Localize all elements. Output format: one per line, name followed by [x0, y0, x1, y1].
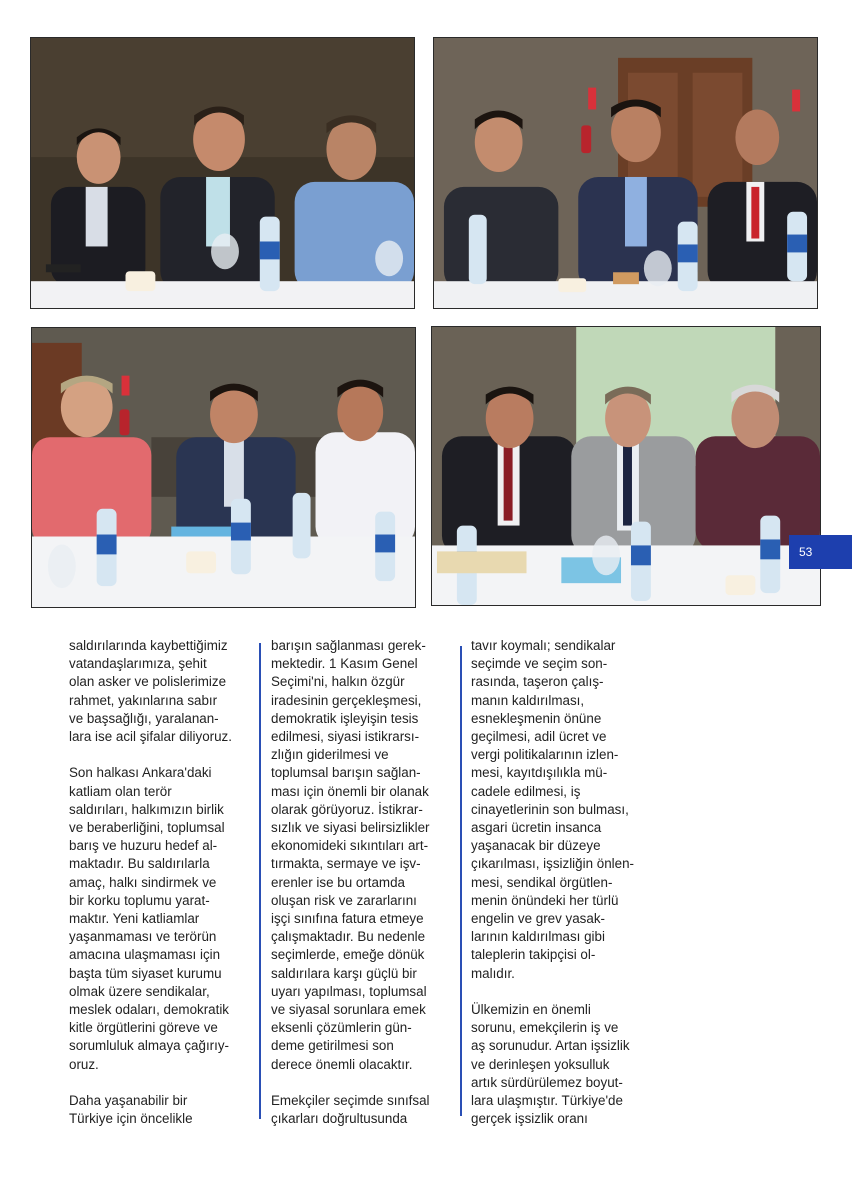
text-line: derece önemli olacaktır.	[271, 1056, 413, 1072]
text-line: katliam olan terör	[69, 783, 172, 799]
text-line: seçimde ve seçim son-	[471, 656, 608, 672]
text-line: asgari ücretin insanca	[471, 820, 602, 836]
text-line: Son halkası Ankara'daki	[69, 765, 212, 781]
text-line: ve siyasal sorunlara emek	[271, 1002, 426, 1018]
text-line: artık sürdürülemez boyut-	[471, 1074, 623, 1090]
text-line: barışın sağlanması gerek-	[271, 638, 426, 653]
text-line: Ülkemizin en önemli	[471, 1002, 591, 1018]
text-line: meslek odaları, demokratik	[69, 1002, 230, 1018]
text-line: olmak üzere sendikalar,	[69, 983, 210, 999]
text-line: kitle örgütlerini göreve ve	[69, 1020, 218, 1036]
text-line: saldırıları, halkımızın birlik	[69, 801, 224, 817]
text-line: ve beraberliğini, toplumsal	[69, 820, 225, 836]
text-line: larının kaldırılması gibi	[471, 929, 605, 945]
text-line: tavır koymalı; sendikalar	[471, 638, 616, 653]
text-line: ve başsağlığı, yaralanan-	[69, 710, 219, 726]
text-line: amaç, halkı sindirmek ve	[69, 874, 217, 890]
text-line: saldırılara karşı güçlü bir	[271, 965, 417, 981]
text-line: işçi sınıfına fatura etmeye	[271, 911, 424, 927]
text-line: lara ulaşmıştır. Türkiye'de	[471, 1093, 623, 1109]
text-line: uyarı yapılması, toplumsal	[271, 983, 427, 999]
text-line: vatandaşlarımıza, şehit	[69, 656, 207, 672]
text-line: iradesinin gerçekleşmesi,	[271, 692, 422, 708]
text-line: saldırılarında kaybettiğimiz	[69, 638, 228, 653]
text-line: rasında, taşeron çalış-	[471, 674, 604, 690]
text-line: Emekçiler seçimde sınıfsal	[271, 1093, 430, 1109]
text-line: sızlık ve siyasi belirsizlikler	[271, 820, 430, 836]
text-line: gerçek işsizlik oranı	[471, 1111, 588, 1127]
text-line: Seçimi'ni, halkın özgür	[271, 674, 405, 690]
text-line: mesi, kayıtdışılıkla mü-	[471, 765, 608, 781]
text-line: maktadır. Bu saldırılarla	[69, 856, 210, 872]
text-line: yaşanmaması ve terörün	[69, 929, 217, 945]
text-line: ması için önemli bir olanak	[271, 783, 429, 799]
paragraph	[69, 764, 259, 1073]
text-line: oruz.	[69, 1056, 99, 1072]
text-line: demokratik işleyişin tesis	[271, 710, 419, 726]
text-line: cadele edilmesi, iş	[471, 783, 581, 799]
photo-bottom-left	[31, 327, 416, 608]
text-line: vergi politikalarının izlen-	[471, 747, 619, 763]
text-line: mesi, sendikal örgütlen-	[471, 874, 613, 890]
text-column-2	[271, 637, 461, 1147]
text-line: toplumsal barışın sağlan-	[271, 765, 421, 781]
column-divider-1	[259, 643, 261, 1119]
text-line: rahmet, yakınlarına sabır	[69, 692, 218, 708]
text-line: tırmakta, sermaye ve işv-	[271, 856, 421, 872]
text-line: oluşan risk ve zararlarını	[271, 892, 417, 908]
text-column-1	[69, 637, 259, 1147]
text-line: edilmesi, siyasi istikrarsı-	[271, 729, 420, 745]
text-line: manın kaldırılması,	[471, 692, 585, 708]
text-line: taleplerin takipçisi ol-	[471, 947, 596, 963]
text-line: sorumluluk almaya çağırıy-	[69, 1038, 229, 1054]
paragraph	[69, 1092, 259, 1128]
paragraph	[471, 637, 661, 983]
paragraph	[69, 637, 259, 746]
text-line: seçimlerde, emeğe dönük	[271, 947, 425, 963]
text-column-3	[471, 637, 661, 1147]
text-line: erenler ise bu ortamda	[271, 874, 405, 890]
text-line: bir korku toplumu yarat-	[69, 892, 210, 908]
photo-bottom-right	[431, 326, 821, 606]
text-line: çalışmaktadır. Bu nedenle	[271, 929, 426, 945]
text-line: malıdır.	[471, 965, 515, 981]
photo-top-left	[30, 37, 415, 309]
text-line: ve derinleşen yoksulluk	[471, 1056, 610, 1072]
text-line: engelin ve grev yasak-	[471, 911, 605, 927]
text-line: geçilmesi, adil ücret ve	[471, 729, 607, 745]
text-line: deme getirilmesi son	[271, 1038, 394, 1054]
text-line: mektedir. 1 Kasım Genel	[271, 656, 418, 672]
text-line: olarak görüyoruz. İstikrar-	[271, 801, 423, 817]
paragraph	[271, 1092, 461, 1128]
text-line: menin önündeki her türlü	[471, 892, 619, 908]
page-number-tab	[789, 535, 852, 569]
text-line: ekonomideki sıkıntıları art-	[271, 838, 429, 854]
text-line: çıkarları doğrultusunda	[271, 1111, 408, 1127]
text-line: başta tüm siyaset kurumu	[69, 965, 222, 981]
paragraph	[271, 637, 461, 1074]
text-line: çıkarılması, işsizliğin önlen-	[471, 856, 634, 872]
text-line: barış ve huzuru hedef al-	[69, 838, 218, 854]
photo-top-right	[433, 37, 818, 309]
text-line: Türkiye için öncelikle	[69, 1111, 193, 1127]
page-number: 53	[799, 545, 813, 559]
text-line: amacına ulaşmaması için	[69, 947, 221, 963]
text-line: aş sorunudur. Artan işsizlik	[471, 1038, 630, 1054]
text-line: eksenli çözümlerin gün-	[271, 1020, 412, 1036]
paragraph	[471, 1001, 661, 1128]
text-line: Daha yaşanabilir bir	[69, 1093, 188, 1109]
text-line: esnekleşmenin önüne	[471, 710, 602, 726]
text-line: olan asker ve polislerimize	[69, 674, 227, 690]
text-line: cinayetlerinin son bulması,	[471, 801, 629, 817]
text-line: zlığın giderilmesi ve	[271, 747, 389, 763]
text-line: lara ise acil şifalar diliyoruz.	[69, 729, 232, 745]
text-line: sorunu, emekçilerin iş ve	[471, 1020, 619, 1036]
text-line: maktır. Yeni katliamlar	[69, 911, 200, 927]
text-line: yaşanacak bir düzeye	[471, 838, 601, 854]
